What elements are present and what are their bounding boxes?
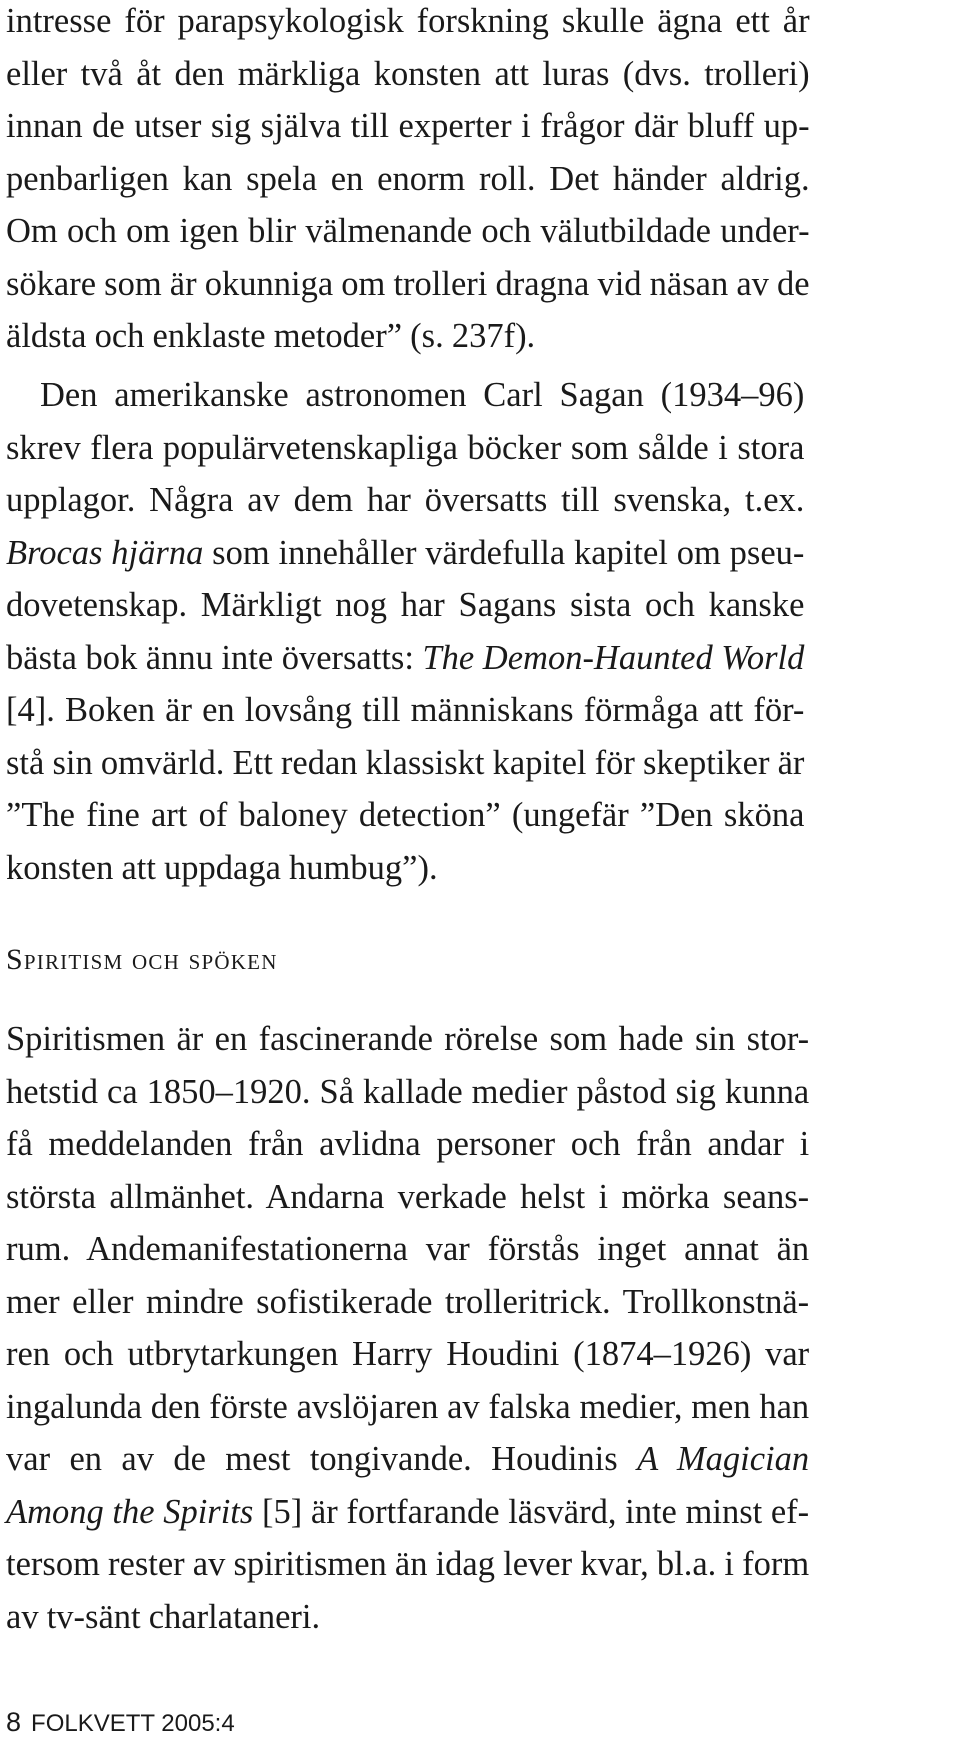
text-line: konsten att uppdaga humbug”). <box>6 848 438 887</box>
heading-rest: piritism och spöken <box>23 943 278 976</box>
text-line: eller två åt den märkliga konsten att luras (dvs. trolleri) <box>6 54 810 93</box>
text-line: stå sin omvärld. Ett redan klassiskt kapitel för skeptiker är <box>6 743 805 782</box>
text-line: [4]. Boken är en lovsång till människans förmåga att för- <box>6 691 805 729</box>
text-line: Spiritismen är en fascinerande rörelse som hade sin stor- <box>6 1020 810 1058</box>
page-footer <box>6 1707 235 1739</box>
text-line: sökare som är okunniga om trolleri dragna vid näsan av de <box>6 264 810 303</box>
text-line <box>6 1433 809 1486</box>
text-line <box>6 632 804 685</box>
text-line: tersom rester av spiritismen än idag lever kvar, bl.a. i form <box>6 1545 810 1583</box>
text-line: Den amerikanske astronomen Carl Sagan (1934–96) <box>40 376 805 414</box>
journal-issue: FOLKVETT 2005:4 <box>31 1710 235 1737</box>
book-title-brocas-hjarna: Brocas hjärna <box>6 533 204 572</box>
text-line: upplagor. Några av dem har översatts till svenska, t.ex. <box>6 481 805 519</box>
text-segment: som innehåller värdefulla kapitel om pseu- <box>203 533 805 572</box>
page-number: 8 <box>6 1707 22 1737</box>
text-line: äldsta och enklaste metoder” (s. 237f). <box>6 317 536 355</box>
paragraph-sagan <box>6 369 804 894</box>
text-line: penbarligen kan spela en enorm roll. Det händer aldrig. <box>6 159 810 198</box>
text-line: Om och om igen blir välmenande och välutbildade under- <box>6 212 810 250</box>
text-line: rum. Andemanifestationerna var förstås inget annat än <box>6 1230 810 1268</box>
text-line: hetstid ca 1850–1920. Så kallade medier påstod sig kunna <box>6 1072 810 1111</box>
text-line: mer eller mindre sofistikerade trolleritrick. Trollkonstnä- <box>6 1282 810 1321</box>
text-line: av tv-sänt charlataneri. <box>6 1597 321 1636</box>
text-segment: bästa bok ännu inte översatts: <box>6 638 423 677</box>
text-line: få meddelanden från avlidna personer och från andar i <box>6 1125 810 1163</box>
text-line: dovetenskap. Märkligt nog har Sagans sista och kanske <box>6 586 805 624</box>
text-line: intresse för parapsykologisk forskning skulle ägna ett år <box>6 2 810 40</box>
section-heading <box>6 940 278 980</box>
text-line: skrev flera populärvetenskapliga böcker som sålde i stora <box>6 428 805 467</box>
book-title-among-the-spirits: Among the Spirits <box>6 1492 254 1531</box>
text-line <box>6 527 804 580</box>
text-segment: [5] är fortfarande läsvärd, inte minst ef- <box>253 1492 810 1531</box>
paragraph-spiritism <box>6 1013 809 1643</box>
text-line: största allmänhet. Andarna verkade helst i mörka seans- <box>6 1177 810 1216</box>
text-line: ”The fine art of baloney detection” (ungefär ”Den sköna <box>6 796 805 834</box>
book-title-demon-haunted-world: The Demon-Haunted World <box>422 638 805 677</box>
text-line: ingalunda den förste avslöjaren av falska medier, men han <box>6 1387 810 1426</box>
text-line: ren och utbrytarkungen Harry Houdini (1874–1926) var <box>6 1335 810 1373</box>
paragraph-quote-end <box>6 0 810 363</box>
text-line: innan de utser sig själva till experter i frågor där bluff up- <box>6 107 810 145</box>
heading-initial: S <box>6 943 24 976</box>
text-segment: var en av de mest tongivande. Houdinis <box>6 1440 638 1478</box>
text-line <box>6 1486 809 1539</box>
book-title-a-magician: A Magician <box>637 1440 810 1478</box>
